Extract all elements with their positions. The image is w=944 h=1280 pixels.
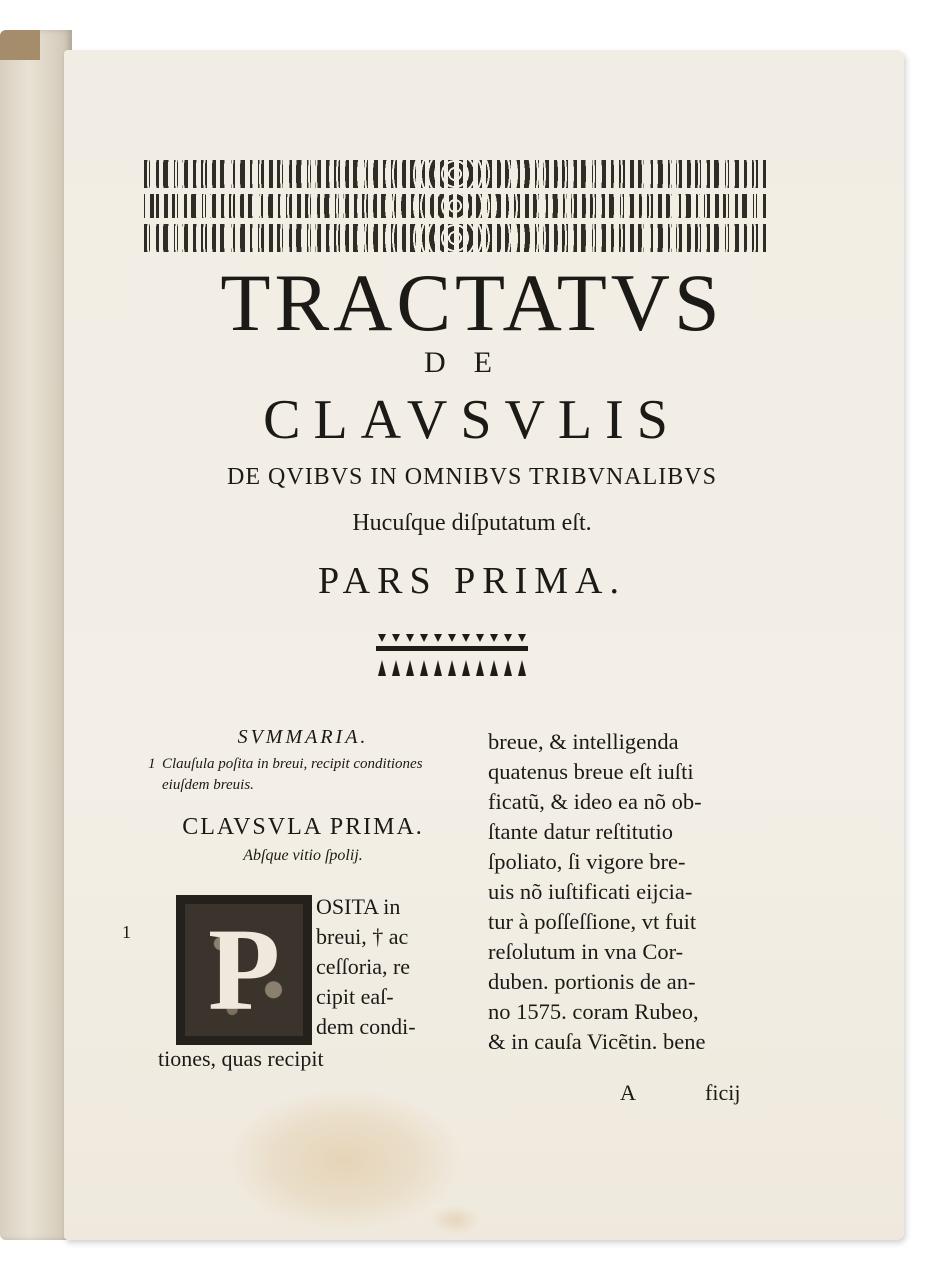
clausula-heading: CLAVSVLA PRIMA. <box>182 814 424 840</box>
body-line: uis nõ iuſtificati eijcia- <box>488 879 693 904</box>
body-line: & in cauſa Vicẽtin. bene <box>488 1029 706 1054</box>
water-stain <box>230 1090 460 1230</box>
title-de: DE <box>424 346 520 379</box>
ornament-row <box>144 160 766 188</box>
fleuron-band <box>376 646 528 651</box>
page-title: TRACTATVS <box>220 257 724 348</box>
body-line: cipit eaſ- <box>316 984 394 1009</box>
body-line: quatenus breue eſt iuſti <box>488 759 694 784</box>
summaria-heading: SVMMARIA. <box>237 726 369 748</box>
body-line: dem condi- <box>316 1014 416 1039</box>
title-hucusque: Hucuſque diſputatum eſt. <box>352 510 592 536</box>
body-line: duben. portionis de an- <box>488 969 696 994</box>
book-spine <box>0 30 72 1240</box>
left-column-head <box>148 724 458 866</box>
clausula-subheading: Abſque vitio ſpolij. <box>243 847 363 864</box>
body-line: breui, † ac <box>316 924 409 949</box>
summary-item <box>148 754 458 796</box>
catchword: ficij <box>705 1080 741 1105</box>
ornament-band <box>144 160 766 252</box>
margin-number: 1 <box>122 922 131 942</box>
title-pars: PARS PRIMA. <box>318 560 626 602</box>
summary-item-text: Clauſula poſita in breui, recipit conditiones eiuſdem breuis. <box>162 756 423 793</box>
body-line: breue, & intelligenda <box>488 729 679 754</box>
body-line: ceſſoria, re <box>316 954 411 979</box>
dropcap-letter: P <box>185 904 303 1036</box>
fleuron-row-bottom <box>378 660 526 676</box>
dropcap-initial <box>176 895 312 1045</box>
water-stain-small <box>430 1205 480 1235</box>
book-spine-binding <box>0 30 40 60</box>
body-line: OSITA in <box>316 894 401 919</box>
ornament-row <box>144 194 766 218</box>
fleuron-row-top <box>378 634 526 642</box>
title-quibus: DE QVIBVS IN OMNIBVS TRIBVNALIBVS <box>227 464 717 490</box>
signature-mark: A <box>620 1080 636 1105</box>
body-line: ſtante datur reſtitutio <box>488 819 673 844</box>
ornament-row <box>144 224 766 252</box>
body-line: reſolutum in vna Cor- <box>488 939 684 964</box>
title-subject: CLAVSVLIS <box>263 389 681 451</box>
summary-item-number: 1 <box>148 756 156 772</box>
body-line: ficatũ, & ideo ea nõ ob- <box>488 789 702 814</box>
fleuron-ornament <box>372 630 532 680</box>
body-line: tur à poſſeſſione, vt fuit <box>488 909 697 934</box>
right-column-body <box>488 727 788 1057</box>
body-line: ſpoliato, ſi vigore bre- <box>488 849 686 874</box>
body-line: tiones, quas recipit <box>158 1046 324 1071</box>
body-line: no 1575. coram Rubeo, <box>488 999 699 1024</box>
